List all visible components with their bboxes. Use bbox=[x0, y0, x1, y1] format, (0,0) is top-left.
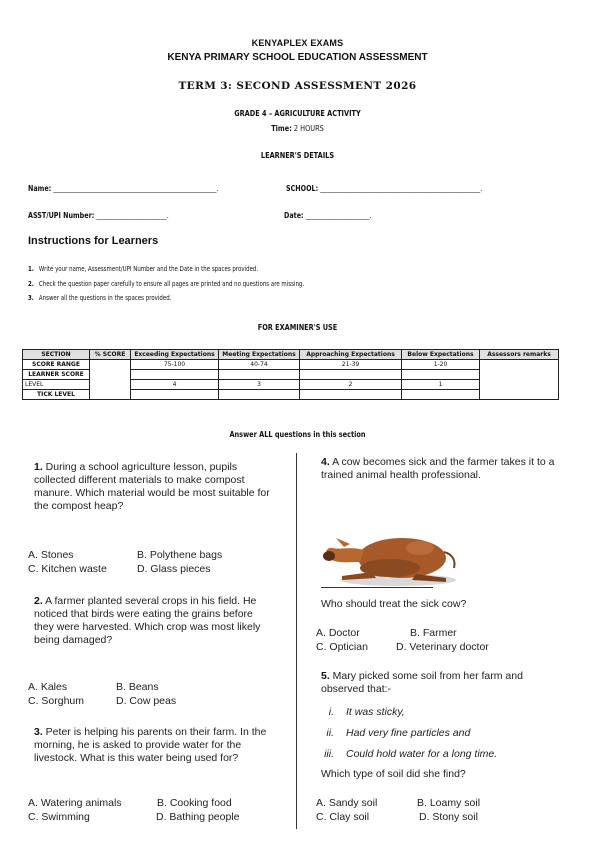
instruction-item bbox=[28, 294, 171, 302]
school-field[interactable] bbox=[286, 184, 482, 193]
observation-number: iii. bbox=[324, 748, 334, 760]
option-a[interactable]: A. Kales bbox=[28, 681, 68, 693]
tick-level-cell[interactable] bbox=[219, 390, 300, 400]
q3-options-row-2 bbox=[28, 811, 239, 824]
question-number: 1. bbox=[34, 461, 43, 473]
date-line[interactable]: ____________________. bbox=[303, 211, 372, 220]
table-header-cell: SECTION bbox=[23, 350, 90, 360]
row-label-tick-level: TICK LEVEL bbox=[23, 390, 90, 400]
level-cell: 1 bbox=[402, 380, 480, 390]
school-line[interactable]: __________________________________________________. bbox=[318, 184, 483, 193]
observation-item bbox=[310, 706, 405, 718]
q2-options-row-2 bbox=[28, 695, 176, 708]
learner-score-cell[interactable] bbox=[131, 370, 219, 380]
image-underline bbox=[321, 587, 433, 588]
learner-score-cell[interactable] bbox=[402, 370, 480, 380]
q5-options-row-2 bbox=[316, 811, 478, 824]
score-range-cell: 21-39 bbox=[300, 360, 402, 370]
table-header-cell: Meeting Expectations bbox=[219, 350, 300, 360]
exam-body-title: KENYAPLEX EXAMS bbox=[251, 38, 344, 48]
option-d[interactable]: D. Glass pieces bbox=[137, 563, 211, 575]
instruction-number: 3. bbox=[28, 294, 34, 302]
question-number: 5. bbox=[321, 670, 330, 682]
option-b[interactable]: B. Loamy soil bbox=[417, 797, 481, 809]
asst-upi-field[interactable] bbox=[28, 211, 169, 220]
table-header-cell: % SCORE bbox=[90, 350, 131, 360]
q1-options-row-2 bbox=[28, 563, 211, 576]
observation-text: Could hold water for a long time. bbox=[346, 748, 498, 760]
tick-level-cell[interactable] bbox=[402, 390, 480, 400]
table-header-cell: Assessors remarks bbox=[480, 350, 559, 360]
instruction-text: Check the question paper carefully to ensure all pages are printed and no questions are missing. bbox=[38, 280, 305, 288]
q1-options-row-1 bbox=[28, 549, 222, 562]
row-label-learner-score: LEARNER SCORE bbox=[23, 370, 90, 380]
instruction-item bbox=[28, 265, 258, 273]
tick-level-cell[interactable] bbox=[131, 390, 219, 400]
option-d[interactable]: D. Bathing people bbox=[156, 811, 240, 823]
question-number: 2. bbox=[34, 595, 43, 607]
tick-level-cell[interactable] bbox=[300, 390, 402, 400]
q2-options-row-1 bbox=[28, 681, 159, 694]
observation-number: i. bbox=[328, 706, 334, 718]
option-d[interactable]: D. Veterinary doctor bbox=[396, 641, 489, 653]
name-field[interactable] bbox=[28, 184, 219, 193]
option-d[interactable]: D. Stony soil bbox=[419, 811, 478, 823]
examiner-use-title: FOR EXAMINER'S USE bbox=[257, 323, 338, 332]
observation-item bbox=[310, 748, 497, 760]
table-header-cell: Below Expectations bbox=[402, 350, 480, 360]
asst-upi-label: ASST/UPI Number: bbox=[28, 211, 95, 220]
question-3 bbox=[34, 726, 286, 765]
option-b[interactable]: B. Beans bbox=[116, 681, 159, 693]
question-4 bbox=[321, 456, 561, 482]
table-row bbox=[23, 360, 559, 370]
option-c[interactable]: C. Sorghum bbox=[28, 695, 85, 707]
school-label: SCHOOL: bbox=[286, 184, 319, 193]
level-cell: 3 bbox=[219, 380, 300, 390]
option-b[interactable]: B. Farmer bbox=[410, 627, 457, 639]
q4-prompt: Who should treat the sick cow? bbox=[321, 598, 467, 610]
sick-cow-image bbox=[320, 510, 460, 588]
question-1 bbox=[34, 461, 274, 513]
level-cell: 2 bbox=[300, 380, 402, 390]
score-range-cell: 75-100 bbox=[131, 360, 219, 370]
q5-prompt: Which type of soil did she find? bbox=[321, 768, 466, 780]
question-text: During a school agriculture lesson, pupils collected different materials to make compost manure. Which material would be most suitable for the compost heap? bbox=[34, 461, 270, 512]
section-instruction: Answer ALL questions in this section bbox=[229, 430, 366, 439]
learner-details-title: LEARNER'S DETAILS bbox=[260, 151, 335, 160]
option-c[interactable]: C. Swimming bbox=[28, 811, 90, 823]
time-allowed bbox=[54, 124, 542, 133]
assessor-remarks-cell[interactable] bbox=[480, 360, 559, 400]
learner-score-cell[interactable] bbox=[219, 370, 300, 380]
date-field[interactable] bbox=[284, 211, 372, 220]
score-range-cell: 40-74 bbox=[219, 360, 300, 370]
question-text: Peter is helping his parents on their farm. In the morning, he is asked to provide water for the livestock. What is this water being used for? bbox=[34, 726, 267, 764]
time-value: 2 HOURS bbox=[291, 124, 324, 133]
option-b[interactable]: B. Polythene bags bbox=[137, 549, 223, 561]
observation-item bbox=[310, 727, 470, 739]
term-title: TERM 3: SECOND ASSESSMENT 2026 bbox=[178, 80, 417, 92]
instruction-number: 1. bbox=[28, 265, 34, 273]
observation-number: ii. bbox=[326, 727, 334, 739]
instructions-title: Instructions for Learners bbox=[28, 235, 159, 247]
question-text: A farmer planted several crops in his field. He noticed that birds were eating the grains before they were harvested. Which crop was most likely being damaged? bbox=[34, 595, 261, 646]
q5-options-row-1 bbox=[316, 797, 480, 810]
column-divider bbox=[296, 453, 297, 829]
option-a[interactable]: A. Sandy soil bbox=[316, 797, 378, 809]
instruction-item bbox=[28, 280, 304, 288]
name-label: Name: bbox=[28, 184, 52, 193]
observation-text: Had very fine particles and bbox=[346, 727, 471, 739]
observation-text: It was sticky, bbox=[346, 706, 405, 718]
level-cell: 4 bbox=[131, 380, 219, 390]
q4-options-row-2 bbox=[316, 641, 489, 654]
instruction-text: Answer all the questions in the spaces provided. bbox=[38, 294, 172, 302]
examiner-score-table bbox=[22, 349, 559, 400]
option-b[interactable]: B. Cooking food bbox=[157, 797, 232, 809]
instruction-number: 2. bbox=[28, 280, 34, 288]
percent-score-cell[interactable] bbox=[90, 360, 131, 400]
question-text: A cow becomes sick and the farmer takes it to a trained animal health professional. bbox=[321, 456, 555, 481]
asst-upi-line[interactable]: ______________________. bbox=[94, 211, 169, 220]
question-number: 4. bbox=[321, 456, 330, 468]
q4-options-row-1 bbox=[316, 627, 457, 640]
question-text: Mary picked some soil from her farm and observed that:- bbox=[321, 670, 523, 695]
row-label-score-range: SCORE RANGE bbox=[23, 360, 90, 370]
table-header-cell: Exceeding Expectations bbox=[131, 350, 219, 360]
table-header-cell: Approaching Expectations bbox=[300, 350, 402, 360]
question-2 bbox=[34, 595, 274, 647]
q3-options-row-1 bbox=[28, 797, 232, 810]
question-5 bbox=[321, 670, 561, 696]
assessment-title: KENYA PRIMARY SCHOOL EDUCATION ASSESSMENT bbox=[167, 52, 428, 63]
name-line[interactable]: ___________________________________________________. bbox=[51, 184, 219, 193]
option-c[interactable]: C. Kitchen waste bbox=[28, 563, 107, 575]
grade-subject-title: GRADE 4 – AGRICULTURE ACTIVITY bbox=[234, 109, 361, 118]
option-d[interactable]: D. Cow peas bbox=[116, 695, 177, 707]
score-range-cell: 1-20 bbox=[402, 360, 480, 370]
option-a[interactable]: A. Stones bbox=[28, 549, 74, 561]
time-label: Time: bbox=[271, 124, 292, 133]
instruction-text: Write your name, Assessment/UPI Number and the Date in the spaces provided. bbox=[38, 265, 259, 273]
option-a[interactable]: A. Doctor bbox=[316, 627, 360, 639]
date-label: Date: bbox=[284, 211, 304, 220]
question-number: 3. bbox=[34, 726, 43, 738]
option-a[interactable]: A. Watering animals bbox=[28, 797, 122, 809]
table-header-row bbox=[23, 350, 559, 360]
option-c[interactable]: C. Optician bbox=[316, 641, 368, 653]
row-label-level: LEVEL bbox=[23, 380, 90, 390]
learner-score-cell[interactable] bbox=[300, 370, 402, 380]
option-c[interactable]: C. Clay soil bbox=[316, 811, 370, 823]
